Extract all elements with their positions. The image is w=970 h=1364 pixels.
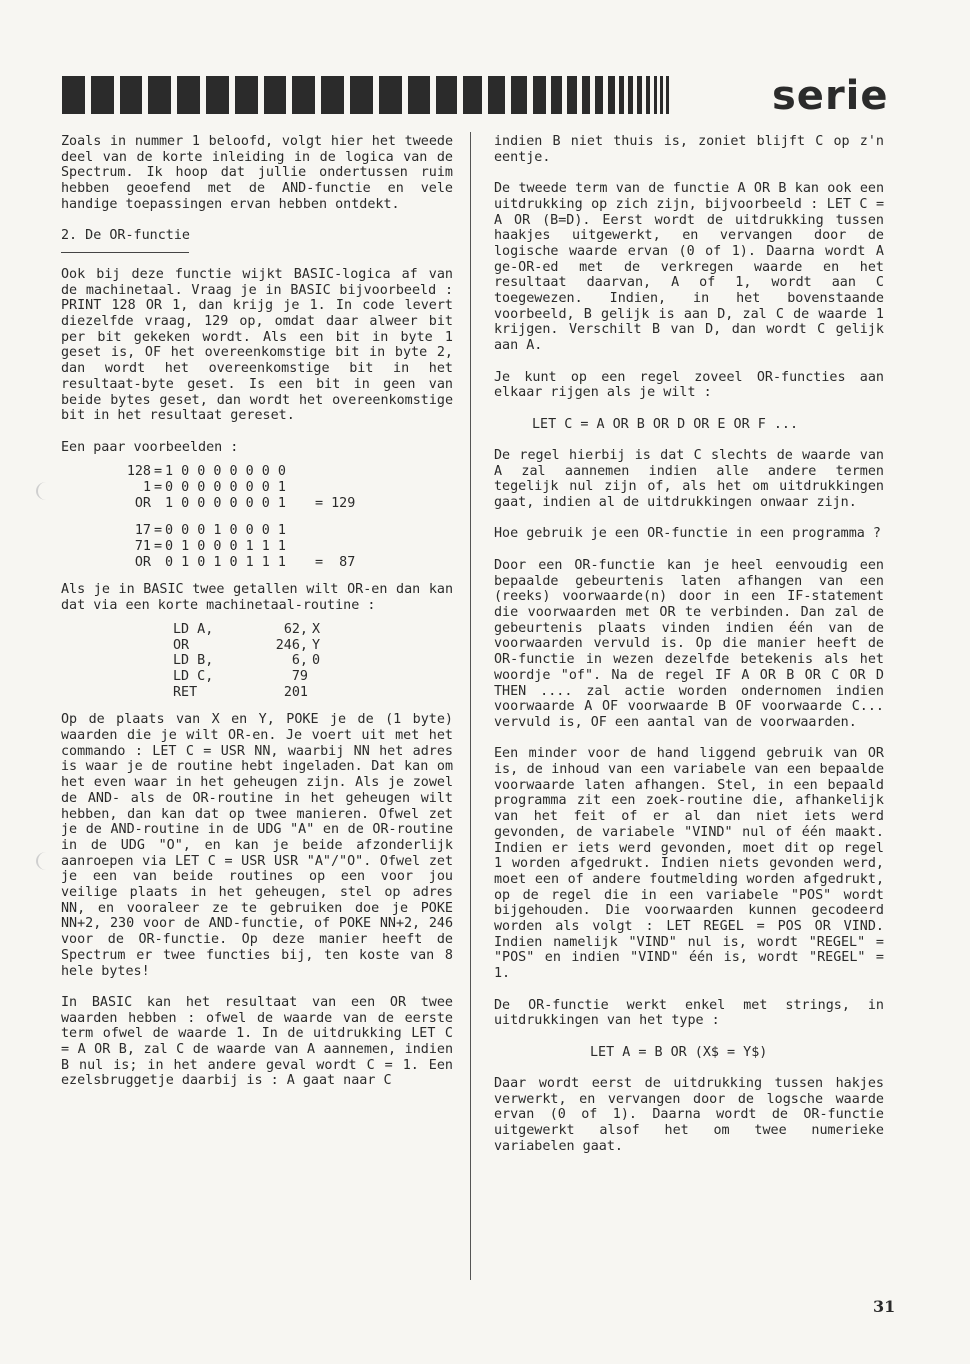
header-bar-block	[408, 76, 431, 114]
paragraph-second-term: De tweede term van de functie A OR B kan ook een uitdrukking op zich zijn, bijvoorbeeld : LET C = A OR (B=D). Eerst wordt de uitdrukking tussen haakjes uitgewerkt, en vervangen door de logische waarde ervan (0 of 1). Daarna wordt A ge-OR-ed met de verkregen waarde en het resultaat daarvan, A of 1, wordt aan C toegewezen. Indien, in het bovenstaande voorbeeld, B gelijk is aan D, zal C de waarde 1 krijgen. Verschilt B van D, dan wordt C gelijk aan A.	[494, 181, 884, 354]
header-bar-block	[660, 76, 663, 114]
header-bar-block	[292, 76, 315, 114]
header-bar-block	[62, 76, 85, 114]
header-bar-block	[533, 76, 546, 114]
paragraph-continuation: indien B niet thuis is, zoniet blijft C op z'n eentje.	[494, 134, 884, 165]
header-bar-block	[235, 76, 258, 114]
binary-example-1	[61, 464, 453, 511]
binary-example-2	[61, 523, 453, 570]
header-bar-block	[654, 76, 658, 114]
paragraph-rule: De regel hierbij is dat C slechts de waarde van A zal aannemen indien alle andere termen tegelijk nul zijn of, als het om uitdrukkingen gaat, indien al de uitdrukkingen onwaar zijn.	[494, 447, 884, 511]
header-bar-block	[148, 76, 171, 114]
heading-underline	[61, 252, 189, 253]
assembly-line: OR 246, Y	[173, 637, 321, 653]
header-bar-block	[177, 76, 200, 114]
binary-row: 71 = 0 1 0 0 0 1 1 1	[134, 539, 286, 555]
paragraph-strings: De OR-functie werkt enkel met strings, in uitdrukkingen van het type :	[494, 997, 884, 1029]
paragraph-basic-or-result: In BASIC kan het resultaat van een OR twee waarden hebben : ofwel de waarde van de eerste term ofwel de waarde 1. In de uitdrukking LET C = A OR B, zal C de waarde van A aannemen, indien B nul is; in het andere geval wordt C = 1. Een ezelsbruggetje daarbij is : A gaat naar C	[61, 994, 453, 1089]
header-bar-block	[91, 76, 114, 114]
binary-row: 128 = 1 0 0 0 0 0 0 0	[126, 464, 286, 480]
header-bar-block	[551, 76, 562, 114]
binary-row: 17 = 0 0 0 1 0 0 0 1	[134, 523, 286, 539]
assembly-line: LD A, 62, X	[173, 621, 321, 637]
assembly-line: LD C, 79	[173, 668, 308, 684]
left-column	[61, 134, 453, 1105]
header-bar-block	[511, 76, 526, 114]
paragraph-conclusion: Daar wordt eerst de uitdrukking tussen hakjes verwerkt, en vervangen door de logsche waarde ervan (0 of 1). Daarna wordt de OR-functie uitgewerkt alsof het om twee numerieke variabelen gaat.	[494, 1076, 884, 1154]
header-bar-block	[595, 76, 603, 114]
punch-hole-mark	[36, 852, 56, 870]
header-bar-block	[120, 76, 143, 114]
paragraph-chaining: Je kunt op een regel zoveel OR-functies aan elkaar rijgen als je wilt :	[494, 369, 884, 401]
serie-logo	[772, 74, 890, 116]
header-bar-block	[350, 76, 373, 114]
column-divider	[470, 132, 471, 1280]
header-bar-block	[321, 76, 344, 114]
paragraph-if-statement: Door een OR-functie kan je heel eenvoudig een bepaalde gebeurtenis laten afhangen van een (reeks) voorwaarde(n) door in een IF-statement die voorwaarden met OR te verbinden. Dan zal de gebeurtenis plaats vinden indien één van de voorwaarden vervuld is. Op die manier heeft de OR-functie in wezen dezelfde betekenis als het woordje "of". Na de regel IF A OR B OR C OR D THEN .... zal actie worden ondernomen indien voorwaarde A OF voorwaarde B OF voorwaarde C... vervuld is, OF een aantal van de voorwaarden.	[494, 557, 884, 730]
header-bar-block	[628, 76, 633, 114]
assembly-line: RET 201	[173, 684, 308, 700]
punch-hole-mark	[36, 482, 56, 500]
serie-logo-text: serie	[772, 74, 889, 116]
header-bar-block	[567, 76, 577, 114]
header-decorative-bar	[62, 76, 672, 114]
header-bar-block	[637, 76, 642, 114]
paragraph-machinecode-routine: Als je in BASIC twee getallen wilt OR-en dan kan dat via een korte machinetaal-routine :	[61, 582, 453, 614]
header-bar-block	[463, 76, 482, 114]
paragraph-variable-usage: Een minder voor de hand liggend gebruik van OR is, de inhoud van een variabele van een bepaalde voorwaarde laten afhangen. Stel, in een bepaald programma zit een zoek-routine die, afhankelijk van het feit of er al dan niet iets werd gevonden, de variabele "VIND" nul of één maakt. Indien er iets werd gevonden, moet dit op regel 1 worden afgedrukt. Indien niets gevonden werd, moet een of andere foutmelding worden afgedrukt, op de regel die in een variabele "POS" wordt bijgehouden. Die voorwaarden kunnen gecodeerd worden als volgt : LET REGEL = POS OR VIND. Indien namelijk "VIND" nul is, wordt "REGEL" = "POS" en indien "VIND" één is, wordt "REGEL" = 1.	[494, 746, 884, 982]
header-bar-block	[436, 76, 457, 114]
header-bar-block	[488, 76, 505, 114]
right-column	[494, 134, 884, 1170]
paragraph-poke-usage: Op de plaats van X en Y, POKE je de (1 byte) waarden die je wilt OR-en. Je voert uit met het commando : LET C = USR NN, waarbij NN het adres is waar je de routine hebt ingeladen. Dat kan om het even waar in het geheugen zijn. Als je zowel de AND- als de OR-routine in het geheugen wilt hebben, dan kan dat op twee manieren. Ofwel zet je de AND-routine in de UDG "A" en de OR-routine in de UDG "O", en kan je beide afzonderlijk aanroepen via LET C = USR USR "A"/"O". Ofwel zet je een van beide routines op een voor jou veilige plaats in het geheugen, stel op adres NN, en vooraleer ze te gebruiken doe je POKE NN+2, 230 voor de AND-functie, of POKE NN+2, 246 voor de OR-functie. Op deze manier heeft de Spectrum er twee functies bij, ten koste van 8 hele bytes!	[61, 712, 453, 979]
header-bar-block	[582, 76, 591, 114]
examples-intro: Een paar voorbeelden :	[61, 439, 239, 455]
header-bar-block	[646, 76, 650, 114]
header-bar-block	[379, 76, 402, 114]
binary-row: 1 = 0 0 0 0 0 0 0 1	[142, 480, 286, 496]
code-example-chain: LET C = A OR B OR D OR E OR F ...	[532, 416, 799, 432]
paragraph-question: Hoe gebruik je een OR-functie in een programma ?	[494, 526, 881, 542]
header-bar-block	[619, 76, 625, 114]
header-bar-block	[608, 76, 615, 114]
binary-row: OR 0 1 0 1 0 1 1 1 = 87	[134, 554, 356, 570]
section-heading: 2. De OR-functie	[61, 228, 190, 244]
paragraph-basic-logic: Ook bij deze functie wijkt BASIC-logica af van de machinetaal. Vraag je in BASIC bijvoorbeeld : PRINT 128 OR 1, dan krijg je 1. In code levert diezelfde vraag, 129 op, omdat daar alweer bit per bit gekeken wordt. Als een bit in byte 1 geset is, OF het overeenkomstige bit in byte 2, dan wordt het overeenkomstige bit in het resultaat-byte geset. Is een bit in geen van beide bytes geset, dan wordt het overeenkomstige bit in het resultaat gereset.	[61, 266, 453, 424]
header-bar-block	[206, 76, 229, 114]
intro-paragraph: Zoals in nummer 1 beloofd, volgt hier het tweede deel van de korte inleiding in de logica van de Spectrum. Ik hoop dat jullie ondertussen ruim hebben geoefend met de AND-functie en vele handige toepassingen ervan hebben ontdekt.	[61, 134, 453, 212]
binary-row: OR 1 0 0 0 0 0 0 1 = 129	[134, 495, 356, 511]
assembly-listing	[61, 622, 453, 700]
header-bar-block	[264, 76, 287, 114]
header-bar-block	[666, 76, 669, 114]
assembly-line: LD B, 6, 0	[173, 653, 321, 669]
page-number: 31	[873, 1297, 896, 1316]
code-example-strings: LET A = B OR (X$ = Y$)	[590, 1044, 768, 1060]
